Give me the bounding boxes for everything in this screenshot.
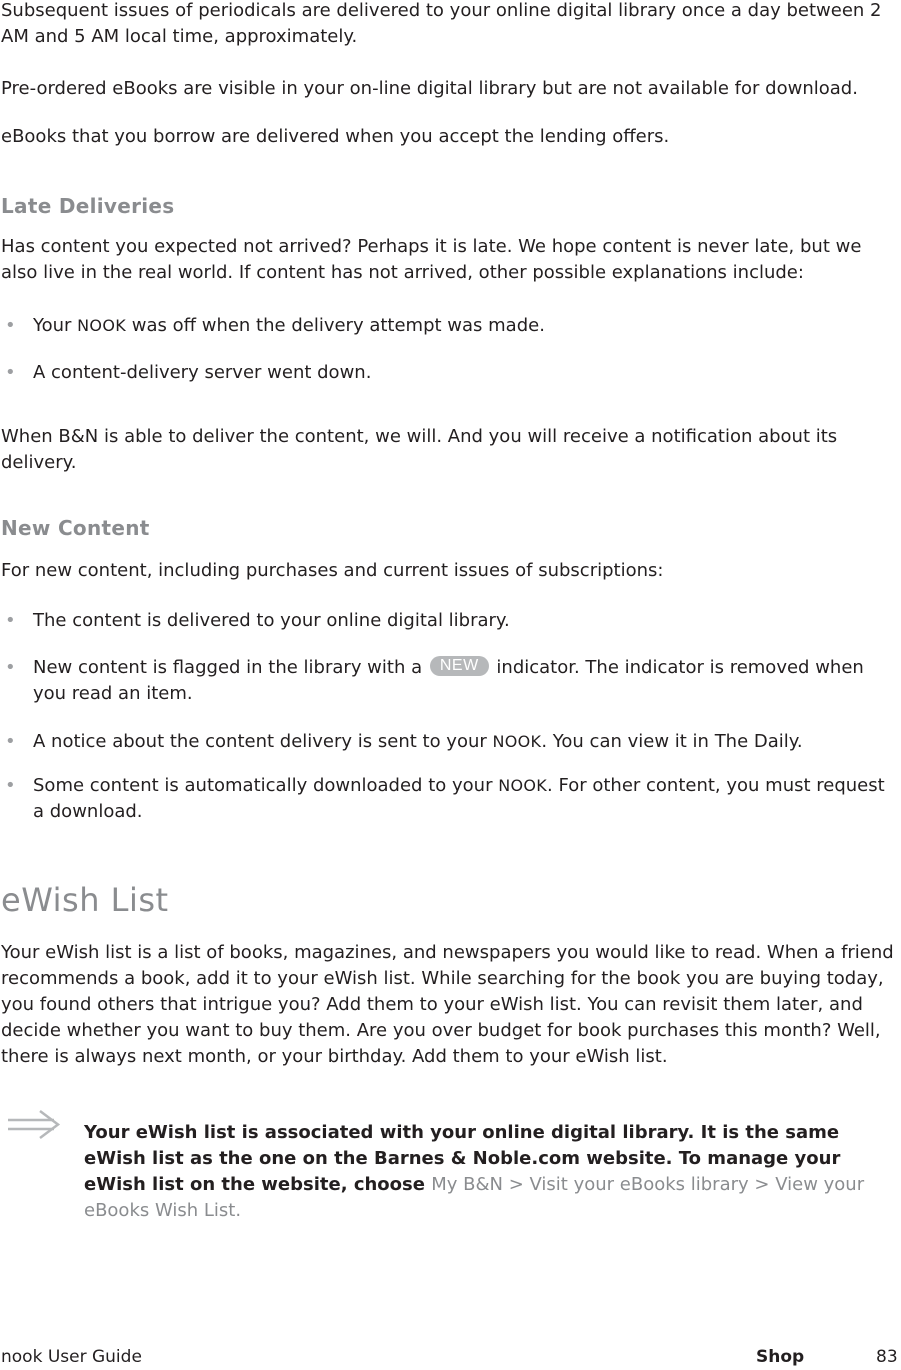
ewish-list-heading: eWish List xyxy=(1,881,169,919)
ewish-note: Your eWish list is associated with your online digital library. It is the same eWish list as the one on the Barnes & Noble.com website. To manage your eWish list on the website, choose My B&N > Visit your eBooks library > View your eBooks Wish List. xyxy=(84,1122,865,1221)
late-paragraph-1: Has content you expected not arrived? Perhaps it is late. We hope content is never late, but we also live in the real world. If content has not arrived, other possible explanations include: xyxy=(1,236,862,283)
bullet-icon: • xyxy=(5,315,16,336)
intro-paragraph-2: Pre-ordered eBooks are visible in your on-line digital library but are not available for download. xyxy=(1,78,858,99)
bullet-icon: • xyxy=(5,362,16,383)
bullet-icon: • xyxy=(5,775,16,796)
page-number: 83 xyxy=(876,1347,898,1367)
intro-paragraph-1: Subsequent issues of periodicals are delivered to your online digital library once a day between 2 AM and 5 AM local time, approximately. xyxy=(1,0,882,47)
late-deliveries-heading: Late Deliveries xyxy=(1,194,175,218)
bullet-icon: • xyxy=(5,657,16,678)
footer-guide-title: nook User Guide xyxy=(1,1347,142,1367)
bullet-icon: • xyxy=(5,731,16,752)
ewish-paragraph: Your eWish list is a list of books, magazines, and newspapers you would like to read. When a friend recommends a book, add it to your eWish list. While searching for the book you are buying today, you found others that intrigue you? Add them to your eWish list. You can revisit them later, and decide whether you want to buy them. Are you over budget for book purchases this month? Well, there is always next month, or your birthday. Add them to your eWish list. xyxy=(1,942,894,1067)
page: Subsequent issues of periodicals are delivered to your online digital library once a day between 2 AM and 5 AM local time, approximately. Pre-ordered eBooks are visible in your on-line digital library but are not available for download. eBooks that you borrow are delivered when you accept the lending offers. Late Deliveries Has content you expected not arrived? Perhaps it is late. We hope content is never late, but we also live in the real world. If content has not arrived, other possible explanations include: • Your NOOK was off when the delivery attempt was made. • A content-delivery server went down. When B&N is able to deliver the content, we will. And you will receive a notification about its delivery. New Content For new content, including purchases and current issues of subscriptions: • The content is delivered to your online digital library. • New content is flagged in the library with a NEW indicator. The indicator is removed when you read an item. • A notice about the content delivery is sent to your NOOK. You can view it in The Daily. • Some content is automatically downloaded to your NOOK. For other content, you must request a download. eWish List Your eWish list is a list of books, magazines, and newspapers you would like to read. When a friend recommends a book, add it to your eWish list. While searching for the book you are buying today, you found others that intrigue you? Add them to your eWish list. You can revisit them later, and decide whether you want to buy them. Are you over budget for book purchases this month? Well, there is always next month, or your birthday. Add them to your eWish list. Your eWish list is associated with your online digital library. It is the same eWish list as the one on the Barnes & Noble.com website. To manage your eWish list on the website, choose My B&N > Visit your eBooks library > View your eBooks Wish List. nook User Guide Shop 83 xyxy=(0,0,901,1368)
late-paragraph-2: When B&N is able to deliver the content, we will. And you will receive a notification about its delivery. xyxy=(1,426,838,473)
new-content-heading: New Content xyxy=(1,516,150,540)
ewish-menu-path: My B&N > Visit your eBooks library > View your eBooks Wish List xyxy=(84,1174,865,1221)
intro-paragraph-3: eBooks that you borrow are delivered when you accept the lending offers. xyxy=(1,126,670,147)
bullet-icon: • xyxy=(5,610,16,631)
new-badge: NEW xyxy=(430,656,489,676)
new-content-paragraph: For new content, including purchases and current issues of subscriptions: xyxy=(1,560,664,581)
footer-section: Shop xyxy=(756,1347,805,1367)
arrow-right-icon xyxy=(6,1108,62,1142)
